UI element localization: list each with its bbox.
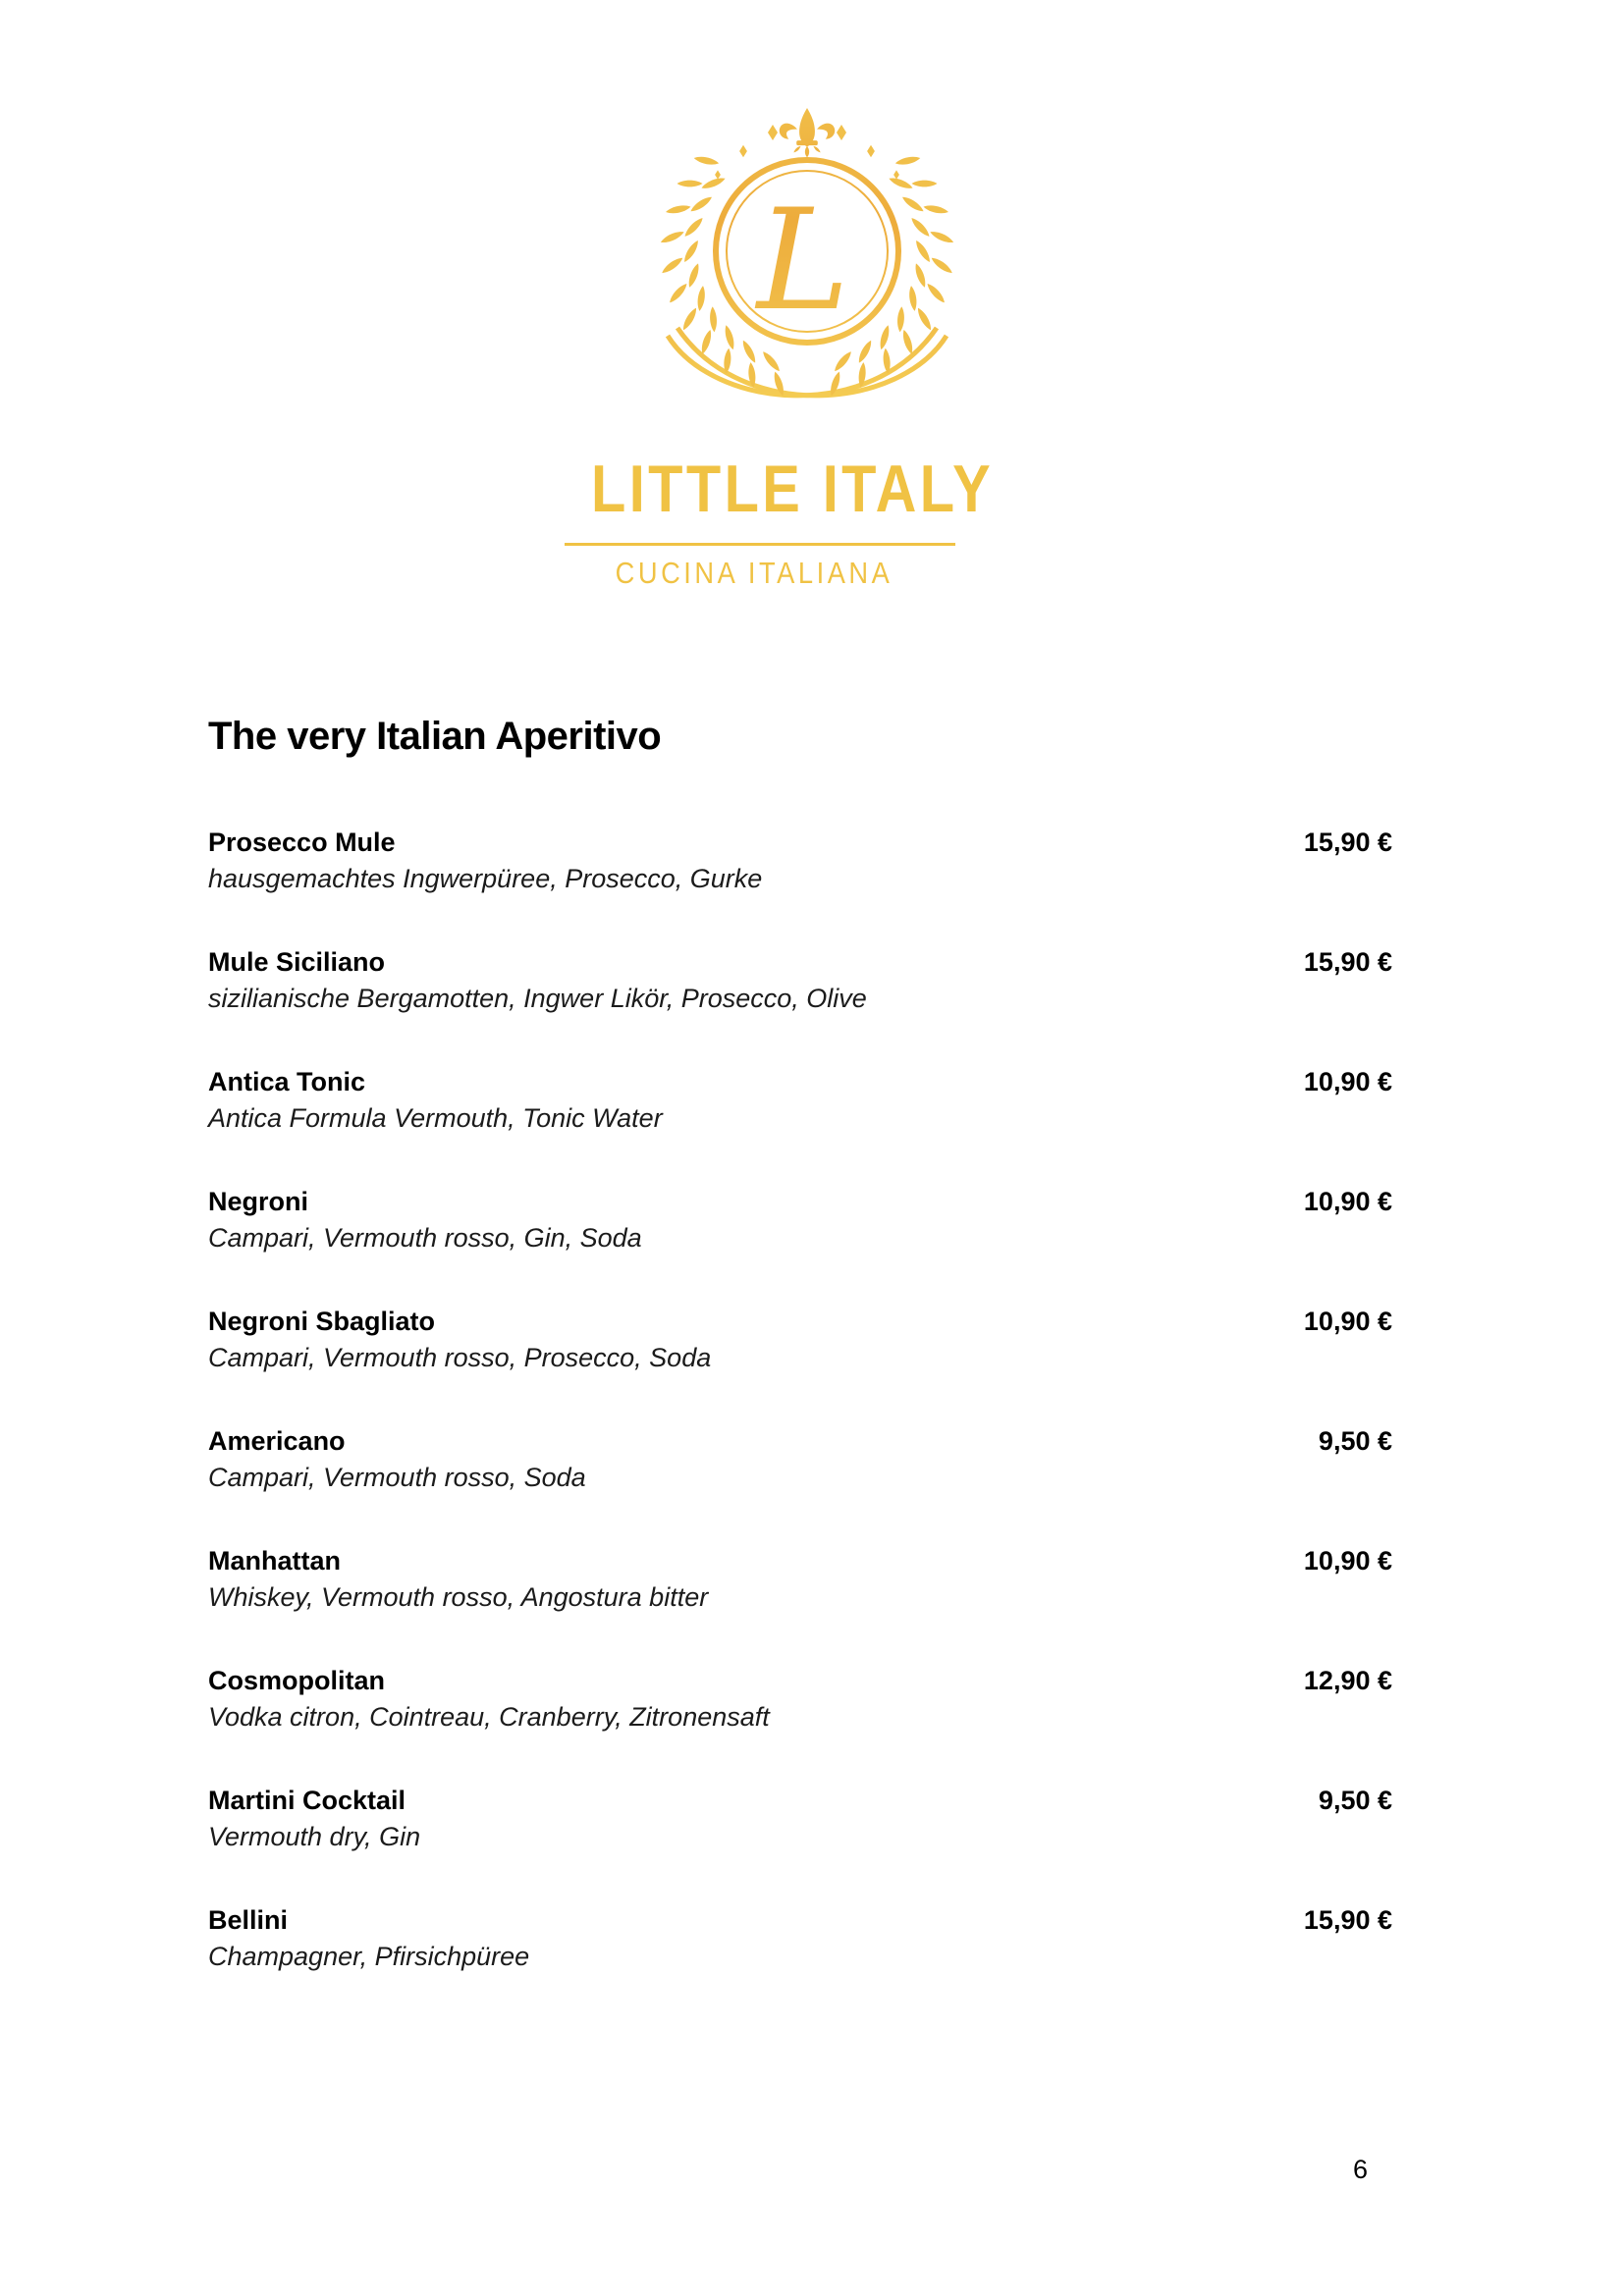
item-description: Campari, Vermouth rosso, Soda (208, 1463, 586, 1492)
page-number: 6 (1353, 2155, 1369, 2184)
menu-item (208, 1663, 1392, 1735)
item-name: Martini Cocktail (208, 1786, 406, 1815)
menu-item (208, 825, 1392, 897)
menu-item (208, 1064, 1392, 1137)
item-name: Mule Siciliano (208, 947, 386, 977)
item-name: Negroni Sbagliato (208, 1307, 436, 1336)
monogram-letter: L (756, 180, 850, 342)
item-description: Vermouth dry, Gin (208, 1822, 421, 1851)
item-description: Champagner, Pfirsichpüree (208, 1942, 530, 1971)
item-description: Vodka citron, Cointreau, Cranberry, Zitronensaft (208, 1702, 770, 1732)
item-description: Antica Formula Vermouth, Tonic Water (208, 1103, 663, 1133)
item-price: 10,90 € (1303, 1187, 1392, 1216)
menu-list (208, 825, 1392, 2022)
item-price: 9,50 € (1318, 1426, 1392, 1456)
item-price: 10,90 € (1303, 1067, 1392, 1096)
item-name: Negroni (208, 1187, 309, 1216)
menu-item (208, 1902, 1392, 1975)
menu-item (208, 944, 1392, 1017)
item-price: 15,90 € (1303, 947, 1392, 977)
menu-item (208, 1423, 1392, 1496)
item-description: hausgemachtes Ingwerpüree, Prosecco, Gurke (208, 864, 763, 893)
item-name: Antica Tonic (208, 1067, 366, 1096)
section-title: The very Italian Aperitivo (208, 715, 662, 758)
item-description: Whiskey, Vermouth rosso, Angostura bitter (208, 1582, 709, 1612)
menu-item (208, 1543, 1392, 1616)
menu-item (208, 1783, 1392, 1855)
item-name: Cosmopolitan (208, 1666, 385, 1695)
item-price: 9,50 € (1318, 1786, 1392, 1815)
brand-logo (621, 100, 994, 416)
item-description: sizilianische Bergamotten, Ingwer Likör, Prosecco, Olive (208, 984, 867, 1013)
menu-item (208, 1184, 1392, 1256)
item-name: Americano (208, 1426, 346, 1456)
item-name: Prosecco Mule (208, 828, 396, 857)
item-description: Campari, Vermouth rosso, Gin, Soda (208, 1223, 642, 1253)
brand-wordmark: LITTLE ITALY (591, 452, 995, 526)
item-description: Campari, Vermouth rosso, Prosecco, Soda (208, 1343, 712, 1372)
item-price: 15,90 € (1303, 828, 1392, 857)
item-name: Manhattan (208, 1546, 341, 1575)
fleur-de-lis-icon (780, 108, 836, 157)
brand-tagline: CUCINA ITALIANA (615, 556, 893, 590)
menu-item (208, 1304, 1392, 1376)
brand-divider (565, 543, 955, 546)
item-price: 10,90 € (1303, 1546, 1392, 1575)
item-name: Bellini (208, 1905, 289, 1935)
item-price: 12,90 € (1303, 1666, 1392, 1695)
item-price: 10,90 € (1303, 1307, 1392, 1336)
item-price: 15,90 € (1303, 1905, 1392, 1935)
